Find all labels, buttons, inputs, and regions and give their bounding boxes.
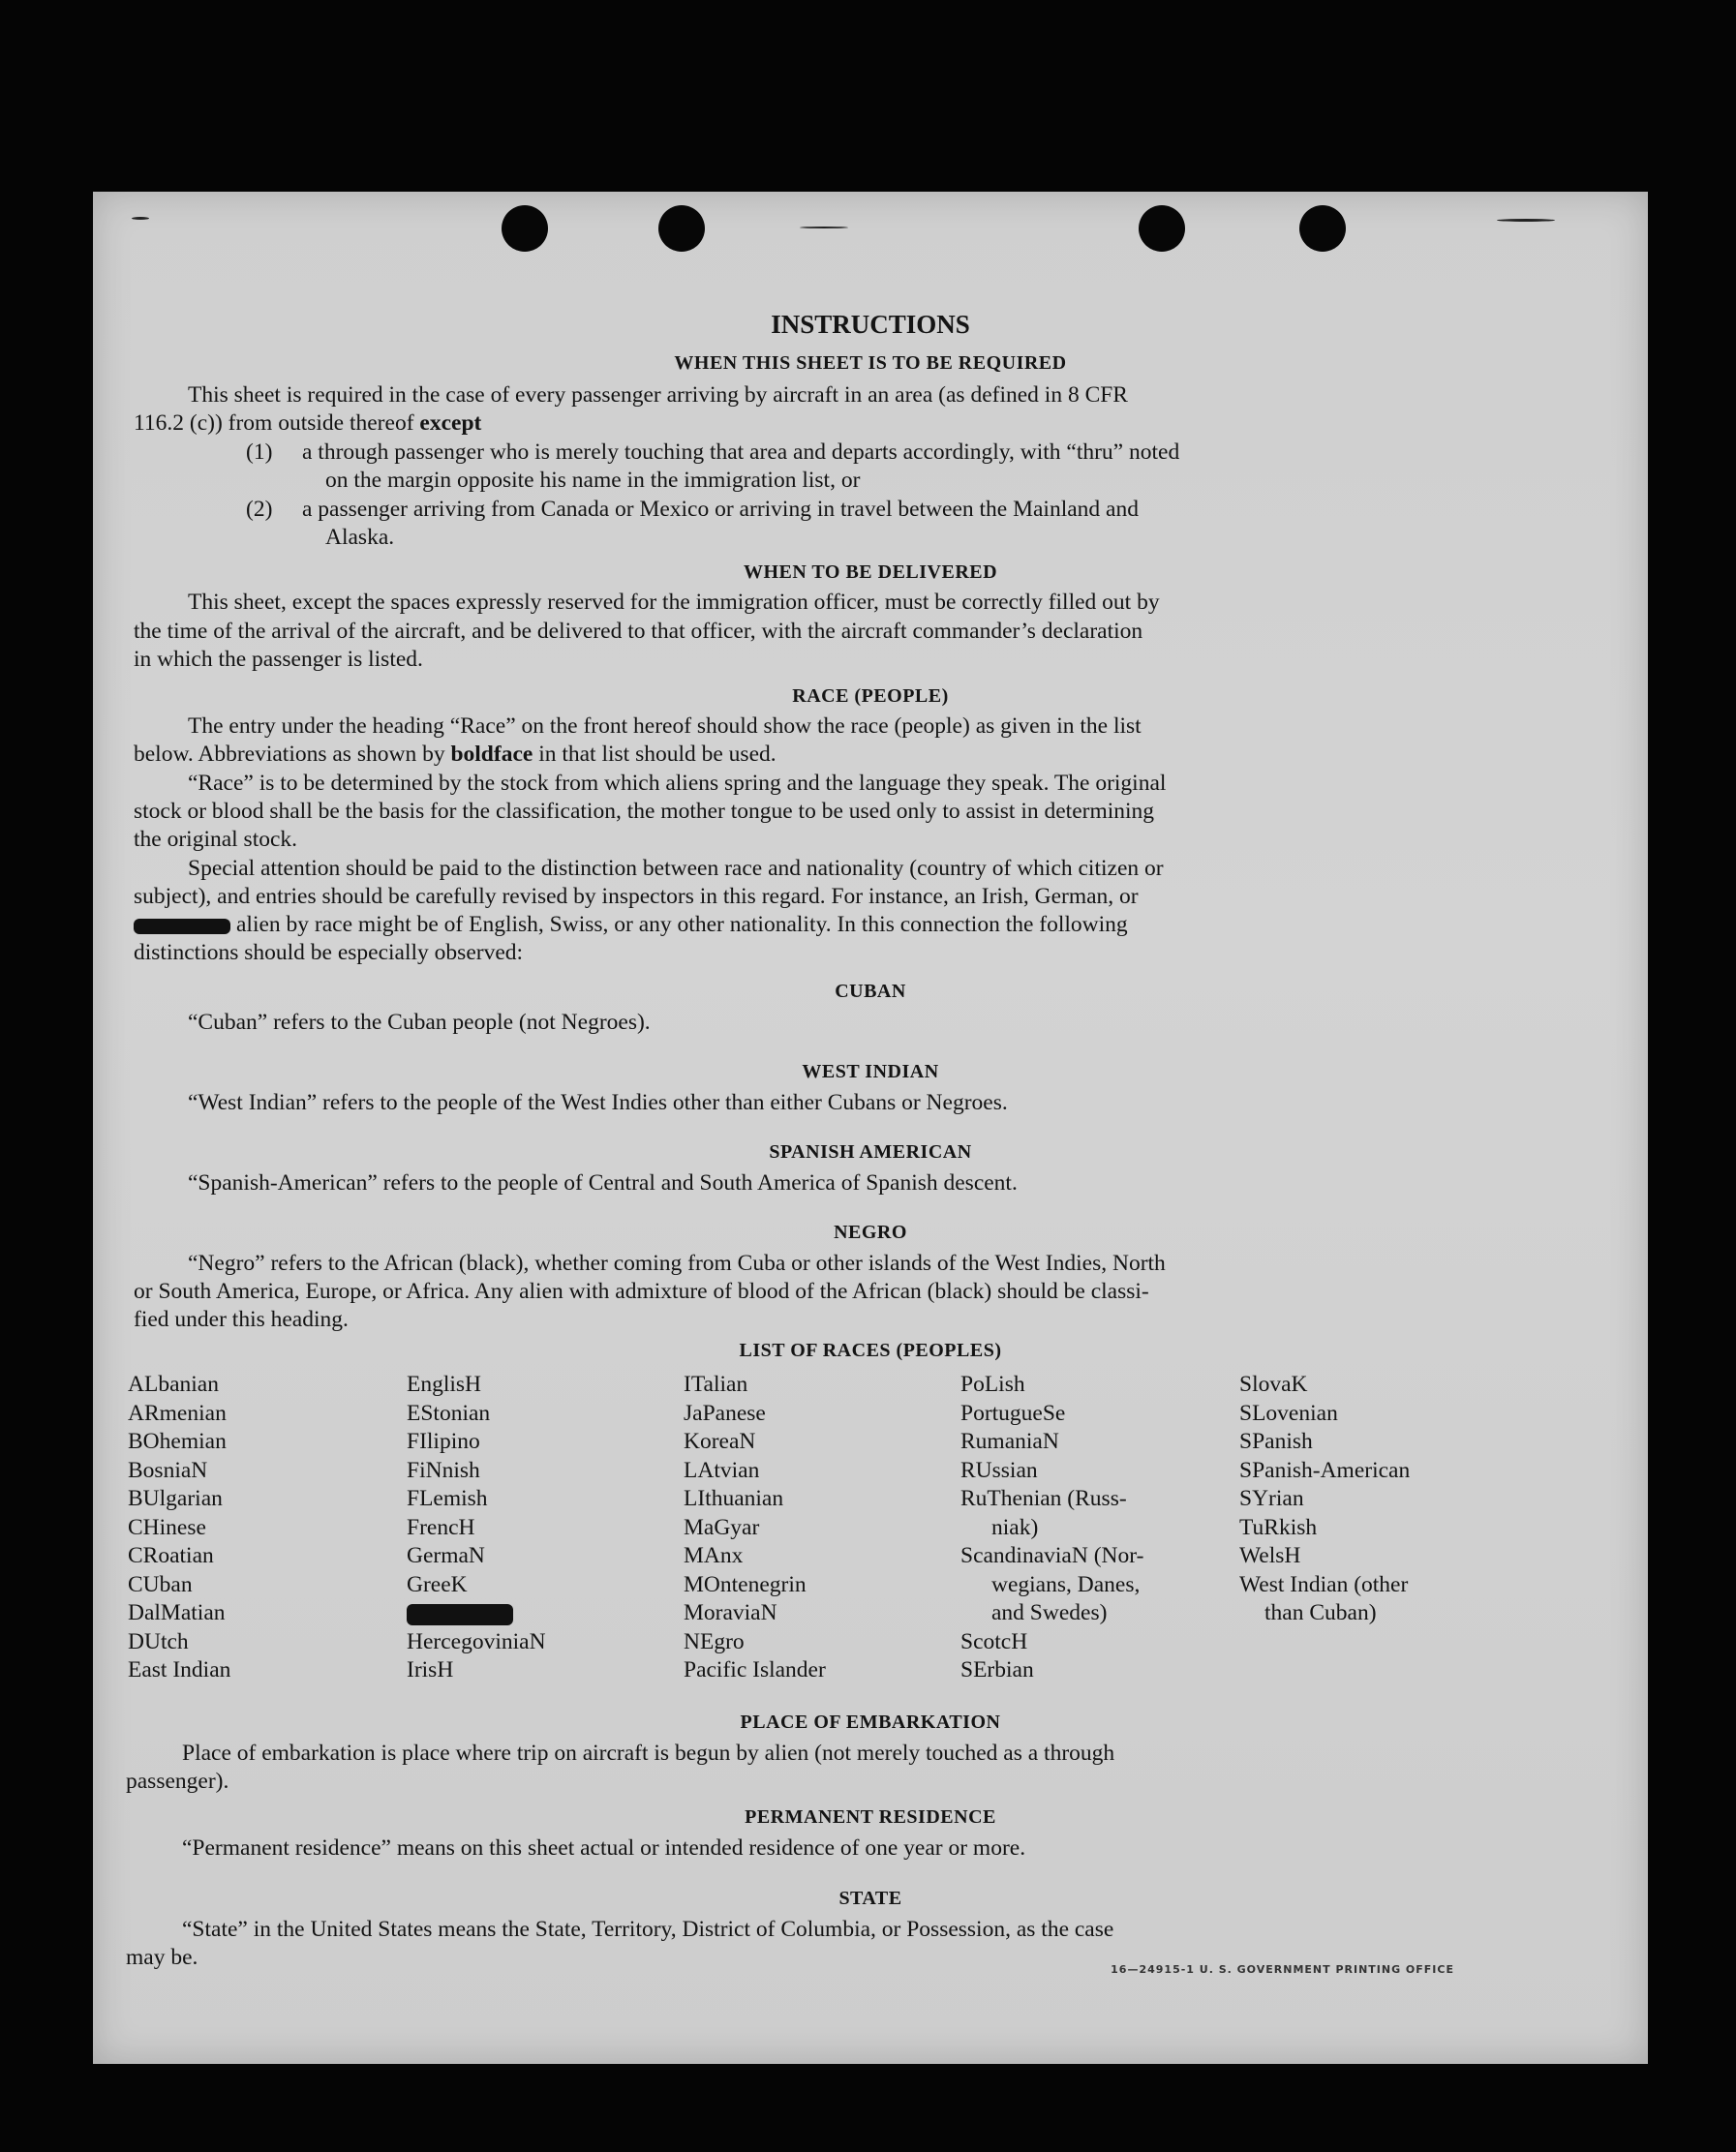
- race-item: SPanish-American: [1239, 1457, 1411, 1483]
- page-title: INSTRUCTIONS: [771, 310, 970, 339]
- race-item: EStonian: [407, 1400, 491, 1426]
- required-item-1-num: (1): [246, 439, 273, 465]
- race-item: niak): [991, 1514, 1039, 1540]
- race-item: MoraviaN: [684, 1600, 777, 1625]
- heading-cuban: CUBAN: [835, 981, 906, 1002]
- races-column-4: [960, 1371, 1143, 1685]
- state-line-2: may be.: [126, 1945, 198, 1970]
- race-item: West Indian (other: [1239, 1571, 1409, 1597]
- negro-line-1: “Negro” refers to the African (black), whether coming from Cuba or other islands of the West Indies, North: [188, 1251, 1166, 1276]
- speck: [1497, 219, 1555, 222]
- heading-list-of-races: LIST OF RACES (PEOPLES): [739, 1340, 1002, 1361]
- race-item: NEgro: [684, 1628, 745, 1654]
- race-p1-line-1: The entry under the heading “Race” on the front hereof should show the race (people) as given in the list: [188, 713, 1142, 739]
- race-p1-line-2: below. Abbreviations as shown by boldface in that list should be used.: [134, 742, 777, 767]
- printer-footer: 16—24915-1 U. S. GOVERNMENT PRINTING OFFICE: [1111, 1963, 1454, 1976]
- speck: [800, 227, 848, 228]
- race-item: FLemish: [407, 1486, 488, 1511]
- heading-when-required: WHEN THIS SHEET IS TO BE REQUIRED: [674, 352, 1067, 374]
- race-item: SLovenian: [1239, 1400, 1338, 1426]
- required-item-2-num: (2): [246, 497, 273, 522]
- race-item: RUssian: [960, 1457, 1038, 1483]
- race-item: BUlgarian: [128, 1486, 223, 1511]
- race-item: East Indian: [128, 1657, 231, 1682]
- required-item-2-b: Alaska.: [325, 525, 395, 550]
- heading-permanent-residence: PERMANENT RESIDENCE: [745, 1806, 996, 1828]
- race-item: than Cuban): [1264, 1600, 1377, 1625]
- race-item: DUtch: [128, 1628, 189, 1654]
- heading-negro: NEGRO: [834, 1222, 907, 1243]
- race-p3-line-4: distinctions should be especially observed:: [134, 940, 524, 965]
- negro-line-2: or South America, Europe, or Africa. Any alien with admixture of blood of the African (black) should be classi-: [134, 1279, 1149, 1304]
- race-p2-line-1: “Race” is to be determined by the stock from which aliens spring and the language they speak. The original: [188, 771, 1167, 796]
- heading-spanish-american: SPANISH AMERICAN: [769, 1141, 972, 1163]
- race-item: IrisH: [407, 1657, 454, 1682]
- speck: [132, 217, 149, 220]
- race-p3-line-3: alien by race might be of English, Swiss, or any other nationality. In this connection the following: [134, 911, 1128, 940]
- race-item-redacted: [407, 1599, 546, 1628]
- race-item: RumaniaN: [960, 1429, 1059, 1454]
- west-indian-text: “West Indian” refers to the people of the West Indies other than either Cubans or Negroes.: [188, 1090, 1008, 1115]
- punch-hole: [658, 205, 705, 252]
- required-item-2-a: a passenger arriving from Canada or Mexico or arriving in travel between the Mainland and: [302, 497, 1139, 522]
- heading-when-delivered: WHEN TO BE DELIVERED: [743, 561, 998, 583]
- race-item: ITalian: [684, 1372, 748, 1397]
- race-item: SlovaK: [1239, 1372, 1308, 1397]
- race-item: LAtvian: [684, 1457, 760, 1483]
- delivered-line-2: the time of the arrival of the aircraft, and be delivered to that officer, with the aircraft commander’s declaration: [134, 619, 1143, 644]
- races-column-5: [1239, 1371, 1410, 1628]
- race-item: CUban: [128, 1571, 193, 1597]
- race-item: ScandinaviaN (Nor-: [960, 1543, 1144, 1568]
- delivered-line-1: This sheet, except the spaces expressly reserved for the immigration officer, must be correctly filled out by: [188, 590, 1160, 615]
- punch-hole: [1299, 205, 1346, 252]
- race-p2-line-3: the original stock.: [134, 827, 298, 852]
- race-item: RuThenian (Russ-: [960, 1486, 1127, 1511]
- race-item: CRoatian: [128, 1543, 214, 1568]
- race-p2-line-2: stock or blood shall be the basis for the classification, the mother tongue to be used only to assist in determining: [134, 799, 1155, 824]
- race-item: EnglisH: [407, 1372, 482, 1397]
- cuban-text: “Cuban” refers to the Cuban people (not Negroes).: [188, 1010, 651, 1035]
- race-item: WelsH: [1239, 1543, 1301, 1568]
- race-item: JaPanese: [684, 1400, 766, 1426]
- heading-state: STATE: [838, 1888, 902, 1909]
- punch-hole: [502, 205, 548, 252]
- race-item: SErbian: [960, 1657, 1034, 1682]
- required-item-1-b: on the margin opposite his name in the immigration list, or: [325, 468, 861, 493]
- race-item: PortugueSe: [960, 1400, 1066, 1426]
- heading-embarkation: PLACE OF EMBARKATION: [740, 1712, 1001, 1733]
- required-intro-1: This sheet is required in the case of every passenger arriving by aircraft in an area (as defined in 8 CFR: [188, 382, 1128, 408]
- race-item: wegians, Danes,: [991, 1571, 1141, 1597]
- race-item: MOntenegrin: [684, 1571, 807, 1597]
- race-item: GreeK: [407, 1571, 468, 1597]
- heading-race: RACE (PEOPLE): [792, 685, 949, 707]
- race-item: CHinese: [128, 1514, 206, 1540]
- redaction-mark: [407, 1604, 513, 1625]
- residence-text: “Permanent residence” means on this sheet actual or intended residence of one year or more.: [182, 1835, 1026, 1861]
- race-item: SPanish: [1239, 1429, 1313, 1454]
- race-item: FiNnish: [407, 1457, 480, 1483]
- race-item: ARmenian: [128, 1400, 227, 1426]
- punch-hole: [1139, 205, 1185, 252]
- required-intro-2: 116.2 (c)) from outside thereof except: [134, 410, 482, 436]
- races-column-1: [128, 1371, 230, 1685]
- race-item: FrencH: [407, 1514, 475, 1540]
- race-item: PoLish: [960, 1372, 1025, 1397]
- race-item: SYrian: [1239, 1486, 1304, 1511]
- race-item: ALbanian: [128, 1372, 219, 1397]
- race-p3-line-2: subject), and entries should be carefully revised by inspectors in this regard. For instance, an Irish, German, or: [134, 884, 1139, 909]
- race-item: GermaN: [407, 1543, 485, 1568]
- race-item: BOhemian: [128, 1429, 227, 1454]
- race-item: FIlipino: [407, 1429, 480, 1454]
- race-item: LIthuanian: [684, 1486, 784, 1511]
- races-column-2: [407, 1371, 546, 1685]
- race-item: KoreaN: [684, 1429, 756, 1454]
- instruction-sheet: [93, 192, 1648, 2064]
- race-item: ScotcH: [960, 1628, 1028, 1654]
- redaction-mark: [134, 919, 230, 934]
- embarkation-line-2: passenger).: [126, 1769, 229, 1794]
- delivered-line-3: in which the passenger is listed.: [134, 647, 423, 672]
- race-item: Pacific Islander: [684, 1657, 826, 1682]
- race-item: HercegoviniaN: [407, 1628, 546, 1654]
- spanish-american-text: “Spanish-American” refers to the people of Central and South America of Spanish descent.: [188, 1170, 1018, 1196]
- race-p3-line-1: Special attention should be paid to the distinction between race and nationality (country of which citizen or: [188, 856, 1164, 881]
- race-item: MaGyar: [684, 1514, 760, 1540]
- state-line-1: “State” in the United States means the State, Territory, District of Columbia, or Possession, as the case: [182, 1917, 1114, 1942]
- heading-west-indian: WEST INDIAN: [802, 1061, 939, 1082]
- race-item: DalMatian: [128, 1600, 226, 1625]
- required-item-1-a: a through passenger who is merely touching that area and departs accordingly, with “thru” noted: [302, 439, 1180, 465]
- negro-line-3: fied under this heading.: [134, 1307, 349, 1332]
- race-item: TuRkish: [1239, 1514, 1318, 1540]
- race-item: BosniaN: [128, 1457, 208, 1483]
- embarkation-line-1: Place of embarkation is place where trip on aircraft is begun by alien (not merely touched as a through: [182, 1741, 1115, 1766]
- races-column-3: [684, 1371, 826, 1685]
- race-item: MAnx: [684, 1543, 744, 1568]
- race-item: and Swedes): [991, 1600, 1108, 1625]
